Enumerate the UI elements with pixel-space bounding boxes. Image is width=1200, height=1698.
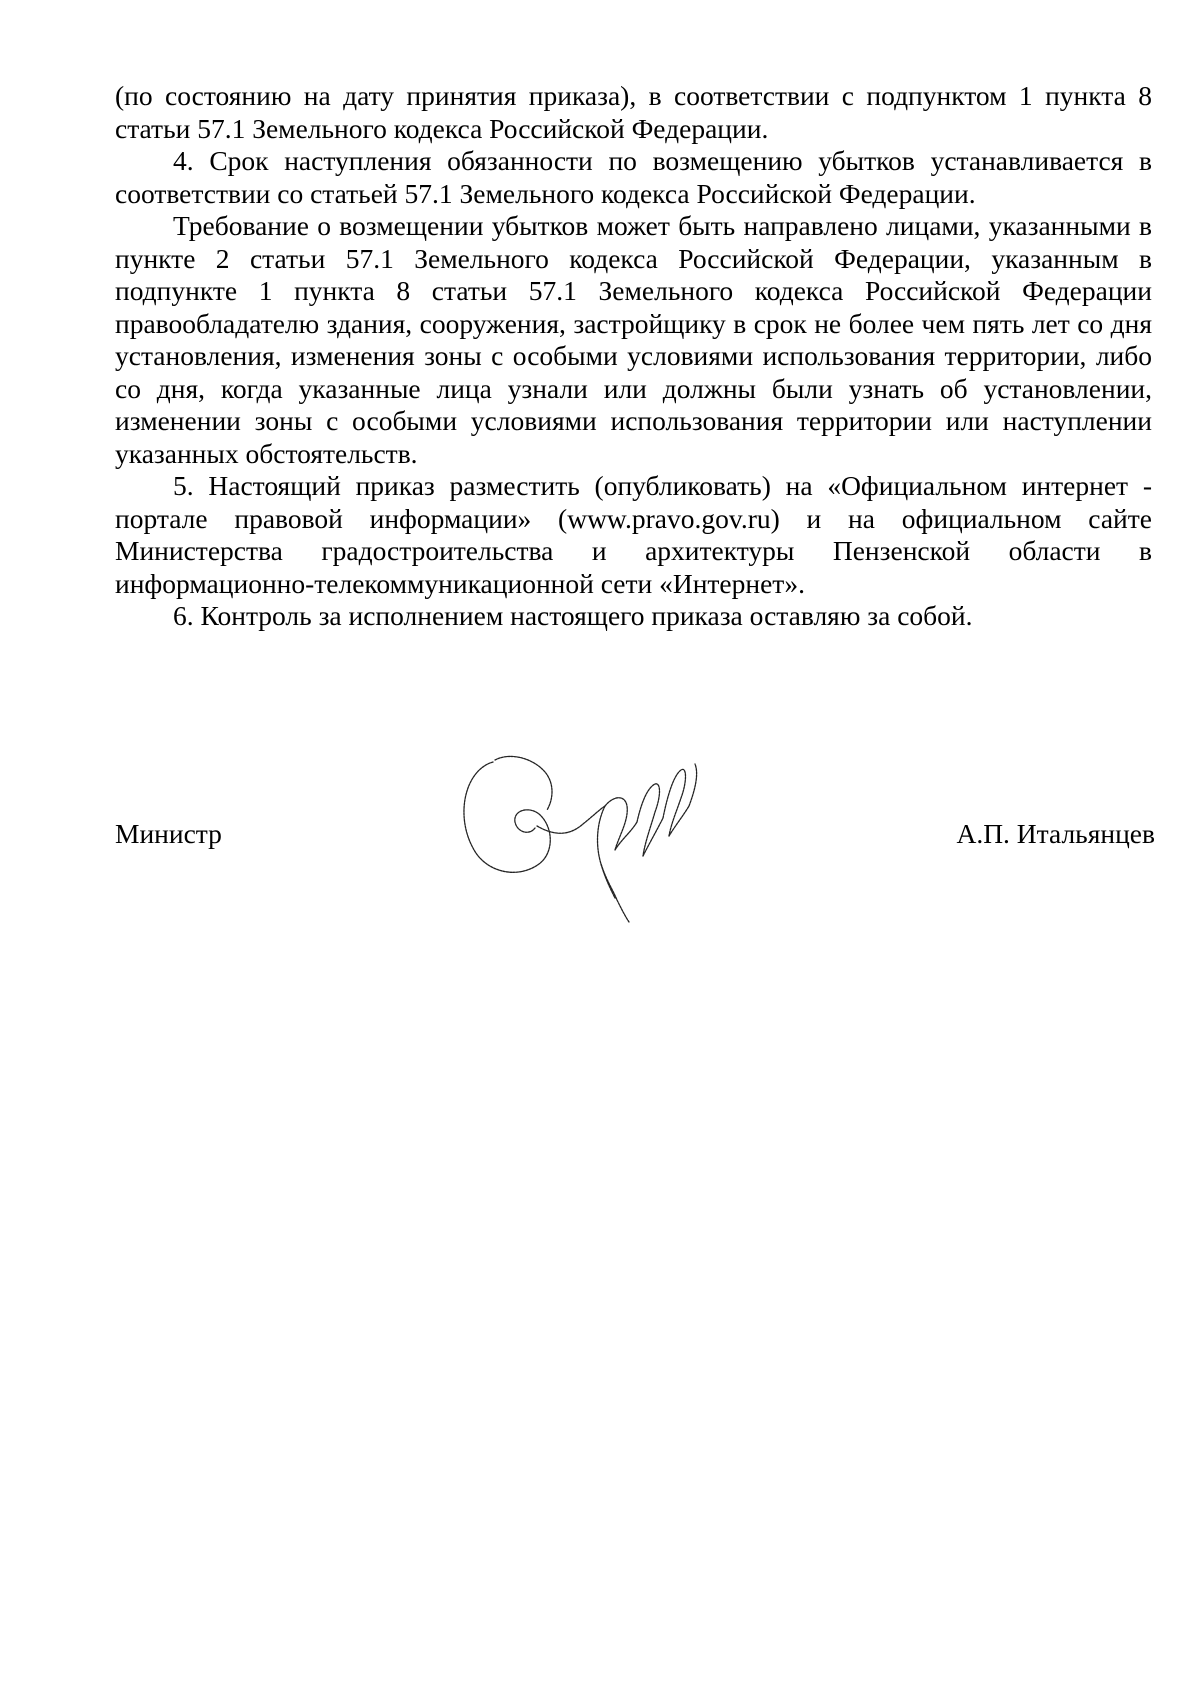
handwritten-signature-icon: [455, 740, 725, 925]
signer-name: А.П. Итальянцев: [956, 818, 1155, 849]
paragraph-item-5: 5. Настоящий приказ разместить (опубликовать) на «Официальном интернет - портале правовой информации» (www.pravo.gov.ru) и на официальном сайте Министерства градостроительства и архитектуры Пензенской области в информационно-телекоммуникационной сети «Интернет».: [115, 470, 1152, 599]
paragraph-item-6: 6. Контроль за исполнением настоящего приказа оставляю за собой.: [173, 600, 973, 631]
signer-position: Министр: [115, 818, 222, 849]
document-body: [115, 80, 1152, 633]
paragraph-claim-requirement: Требование о возмещении убытков может быть направлено лицами, указанными в пункте 2 статьи 57.1 Земельного кодекса Российской Федерации, указанным в подпункте 1 пункта 8 статьи 57.1 Земельного кодекса Российской Федерации правообладателю здания, сооружения, застройщику в срок не более чем пять лет со дня установления, изменения зоны с особыми условиями использования территории, либо со дня, когда указанные лица узнали или должны были узнать об установлении, изменении зоны с особыми условиями использования территории или наступлении указанных обстоятельств.: [115, 210, 1152, 469]
paragraph-item-4: 4. Срок наступления обязанности по возмещению убытков устанавливается в соответствии со статьей 57.1 Земельного кодекса Российской Федерации.: [115, 145, 1152, 209]
paragraph-continuation: (по состоянию на дату принятия приказа), в соответствии с подпунктом 1 пункта 8 статьи 57.1 Земельного кодекса Российской Федерации.: [115, 80, 1152, 144]
